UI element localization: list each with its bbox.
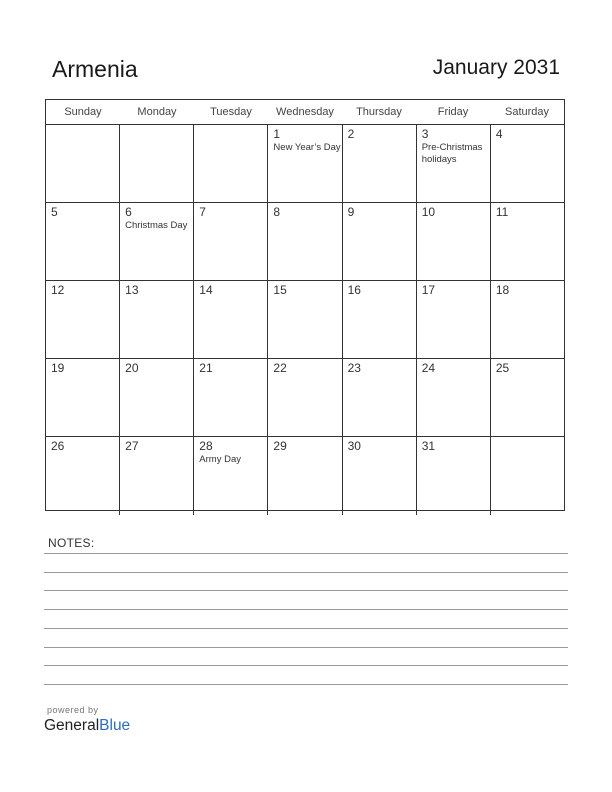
weekday-header-row [46,100,564,125]
weekday-sunday: Sunday [64,106,102,118]
holiday-label: Army Day [199,454,241,465]
day-cell [46,203,120,280]
day-number: 18 [495,283,510,297]
day-cell [268,203,342,280]
day-cell [268,125,342,202]
notes-line [44,647,568,648]
day-number: 12 [51,283,65,297]
day-number: 23 [347,361,361,375]
weekday-wednesday: Wednesday [276,106,334,118]
day-cell [343,437,417,515]
day-cell [120,203,194,280]
day-cell [268,281,342,358]
day-cell [491,437,564,515]
day-number: 27 [125,439,139,453]
month-title: January 2031 [432,56,560,79]
day-cell [46,281,120,358]
week-row [46,437,564,515]
notes-line [44,553,568,554]
day-number: 2 [347,127,355,141]
day-number: 20 [125,361,139,375]
day-cell [194,281,268,358]
weekday-saturday: Saturday [504,106,550,118]
day-cell [491,203,564,280]
logo-part-general: General [44,717,100,734]
day-number: 9 [347,205,355,219]
day-cell [120,437,194,515]
day-cell [343,359,417,436]
holiday-label: Pre-Christmas holidays [421,142,483,165]
weekday-friday: Friday [437,106,469,118]
day-cell [491,281,564,358]
day-number: 6 [125,205,132,219]
day-number: 5 [51,205,58,219]
day-cell [268,437,342,515]
day-cell [417,203,491,280]
day-cell [46,125,120,202]
day-number: 3 [421,127,429,141]
day-cell [491,359,564,436]
day-cell [120,359,194,436]
weeks-container [46,125,564,515]
week-row [46,359,564,437]
day-cell [194,125,268,202]
day-cell [46,359,120,436]
day-number: 24 [421,361,436,375]
day-number: 29 [273,439,287,453]
day-cell [194,437,268,515]
logo-part-blue: Blue [99,717,131,734]
notes-line [44,665,568,666]
holiday-label: New Year’s Day [273,142,341,153]
day-number: 4 [495,127,503,141]
day-cell [194,203,268,280]
day-cell [268,359,342,436]
country-title: Armenia [52,56,138,82]
holiday-label: Christmas Day [125,220,188,231]
powered-by-text: powered by [47,705,99,715]
weekday-thursday: Thursday [356,106,402,118]
notes-line [44,684,568,685]
day-number: 11 [495,205,509,219]
day-cell [46,437,120,515]
week-row [46,125,564,203]
day-number: 7 [199,205,206,219]
day-number: 21 [199,361,213,375]
notes-line [44,590,568,591]
day-cell [417,125,491,202]
weekday-tuesday: Tuesday [210,106,252,118]
notes-line [44,609,568,610]
notes-label: NOTES: [48,536,95,550]
calendar-grid [45,99,565,511]
day-number: 30 [347,439,361,453]
day-cell [343,125,417,202]
day-number: 16 [347,283,361,297]
day-cell [343,203,417,280]
generalblue-logo [44,717,130,735]
day-number: 26 [51,439,65,453]
day-number: 8 [273,205,281,219]
day-number: 13 [125,283,139,297]
weekday-monday: Monday [137,106,177,118]
day-number: 10 [421,205,436,219]
day-cell [120,281,194,358]
day-cell [417,281,491,358]
week-row [46,203,564,281]
day-cell [417,437,491,515]
day-number: 19 [51,361,65,375]
day-cell [120,125,194,202]
day-cell [417,359,491,436]
day-cell [491,125,564,202]
day-number: 14 [199,283,213,297]
day-number: 17 [421,283,436,297]
day-cell [194,359,268,436]
day-number: 28 [199,439,213,453]
day-number: 1 [273,127,281,141]
day-cell [343,281,417,358]
day-number: 22 [273,361,287,375]
week-row [46,281,564,359]
day-number: 31 [421,439,436,453]
notes-line [44,572,568,573]
day-number: 25 [495,361,510,375]
day-number: 15 [273,283,287,297]
notes-line [44,628,568,629]
